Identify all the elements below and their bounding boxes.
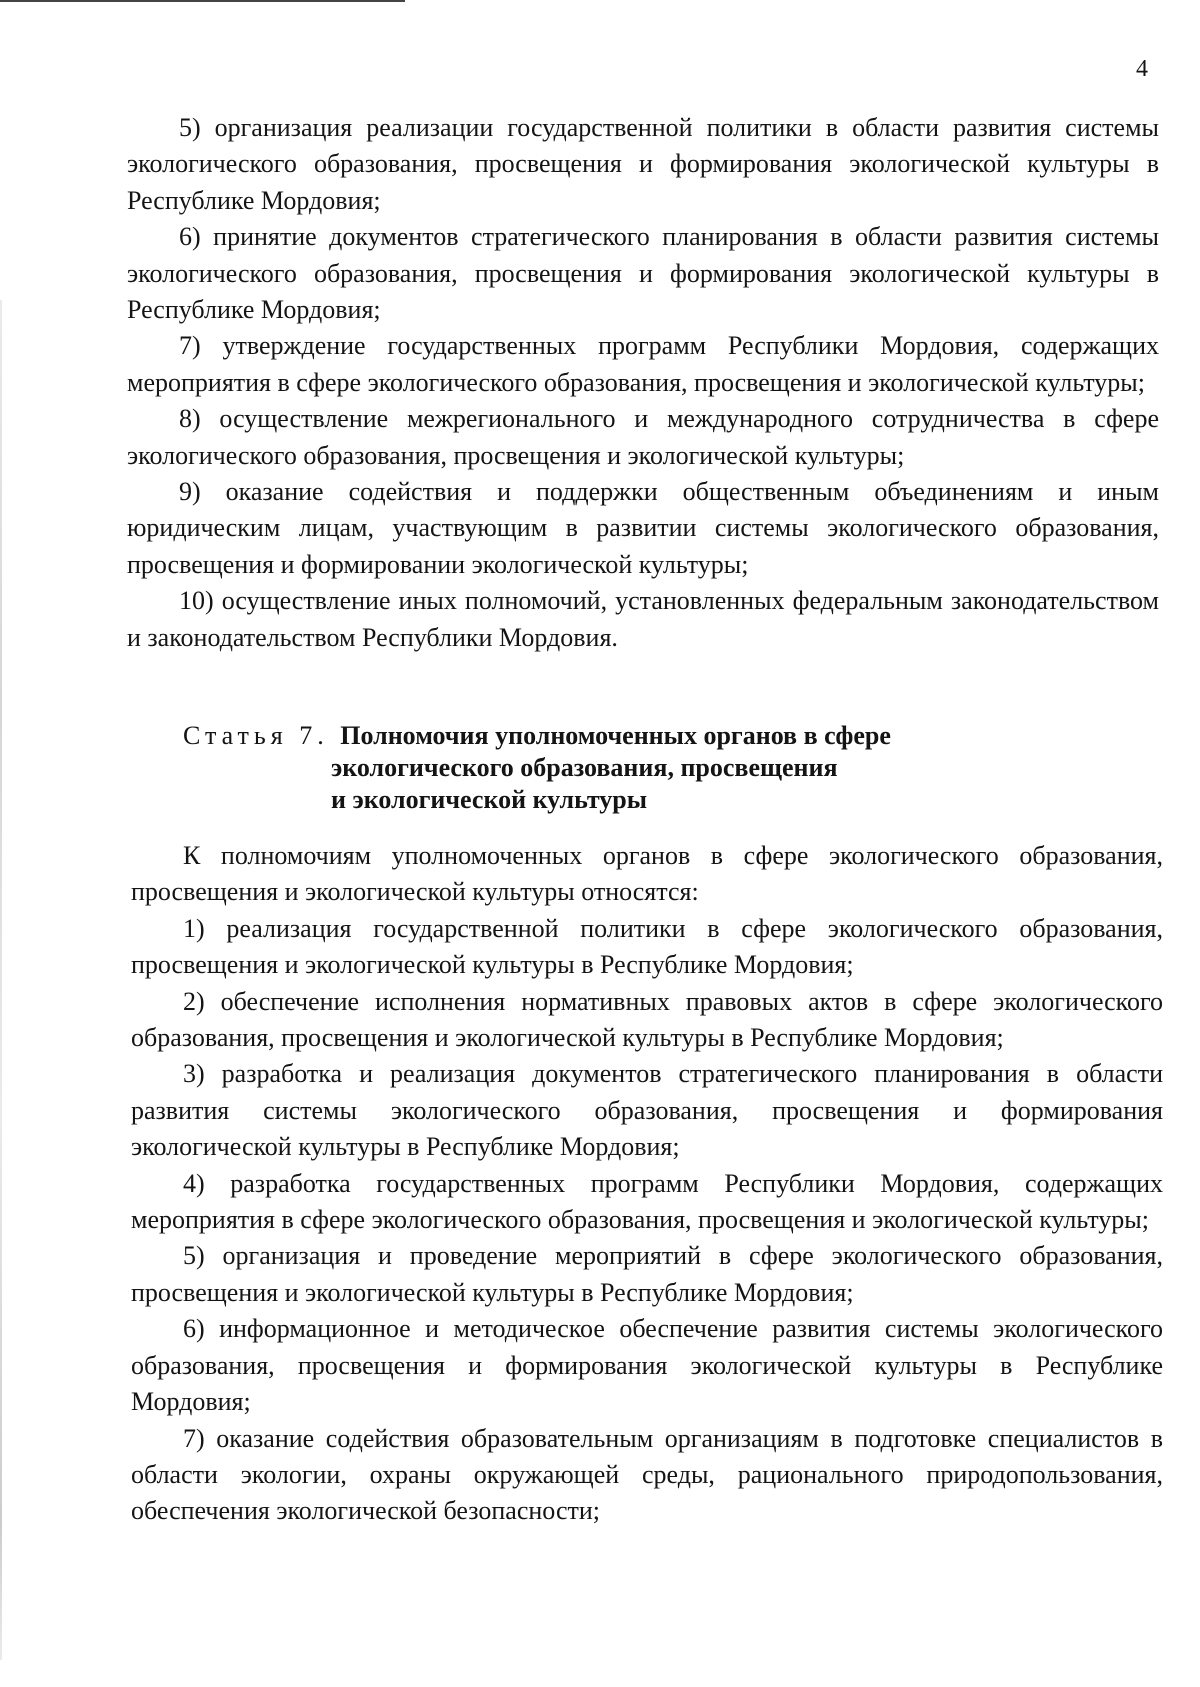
list-item: 6) информационное и методическое обеспечение развития системы экологического образования, просвещения и формирования экологической культуры в Республике Мордовия; <box>131 1314 1163 1417</box>
list-item: 7) утверждение государственных программ Республики Мордовия, содержащих мероприятия в сфере экологического образования, просвещения и экологической культуры; <box>127 331 1159 397</box>
list-item: 9) оказание содействия и поддержки общественным объединениям и иным юридическим лицам, участвующим в развитии системы экологического образования, просвещения и формировании экологической культуры; <box>127 477 1159 579</box>
scan-artifact-edge <box>0 300 2 1660</box>
scan-artifact-line <box>0 0 405 2</box>
list-item: 1) реализация государственной политики в сфере экологического образования, просвещения и экологической культуры в Республике Мордовия; <box>131 913 1163 980</box>
article-label: Статья 7. <box>183 721 341 750</box>
article-intro: К полномочиям уполномоченных органов в сфере экологического образования, просвещения и экологической культуры относятся: <box>131 841 1163 907</box>
list-item: 7) оказание содействия образовательным организациям в подготовке специалистов в области экологии, охраны окружающей среды, рационального природопользования, обеспечения экологической безопасности; <box>131 1423 1163 1526</box>
list-item: 3) разработка и реализация документов стратегического планирования в области развития системы экологического образования, просвещения и формирования экологической культуры в Республике Мордовия; <box>131 1059 1163 1162</box>
list-item: 5) организация и проведение мероприятий в сфере экологического образования, просвещения и экологической культуры в Республике Мордовия; <box>131 1241 1163 1307</box>
article-title-line-2: экологического образования, просвещения <box>331 753 838 782</box>
page-number: 4 <box>1136 56 1148 82</box>
list-item: 4) разработка государственных программ Республики Мордовия, содержащих мероприятия в сфере экологического образования, просвещения и экологической культуры; <box>131 1168 1163 1235</box>
article-title-line-3: и экологической культуры <box>331 785 648 814</box>
list-item: 5) организация реализации государственной политики в области развития системы экологического образования, просвещения и формирования экологической культуры в Республике Мордовия; <box>127 113 1159 215</box>
list-item: 2) обеспечение исполнения нормативных правовых актов в сфере экологического образования, просвещения и экологической культуры в Республике Мордовия; <box>131 986 1163 1053</box>
list-item: 10) осуществление иных полномочий, установленных федеральным законодательством и законодательством Республики Мордовия. <box>127 586 1159 652</box>
article-7-body <box>131 838 1163 1530</box>
powers-list-continued <box>127 110 1159 656</box>
list-item: 8) осуществление межрегионального и международного сотрудничества в сфере экологического образования, просвещения и экологической культуры; <box>127 404 1159 470</box>
article-heading <box>183 720 983 816</box>
list-item: 6) принятие документов стратегического планирования в области развития системы экологического образования, просвещения и формирования экологической культуры в Республике Мордовия; <box>127 222 1159 325</box>
article-title-line-1: Полномочия уполномоченных органов в сфере <box>340 721 891 750</box>
